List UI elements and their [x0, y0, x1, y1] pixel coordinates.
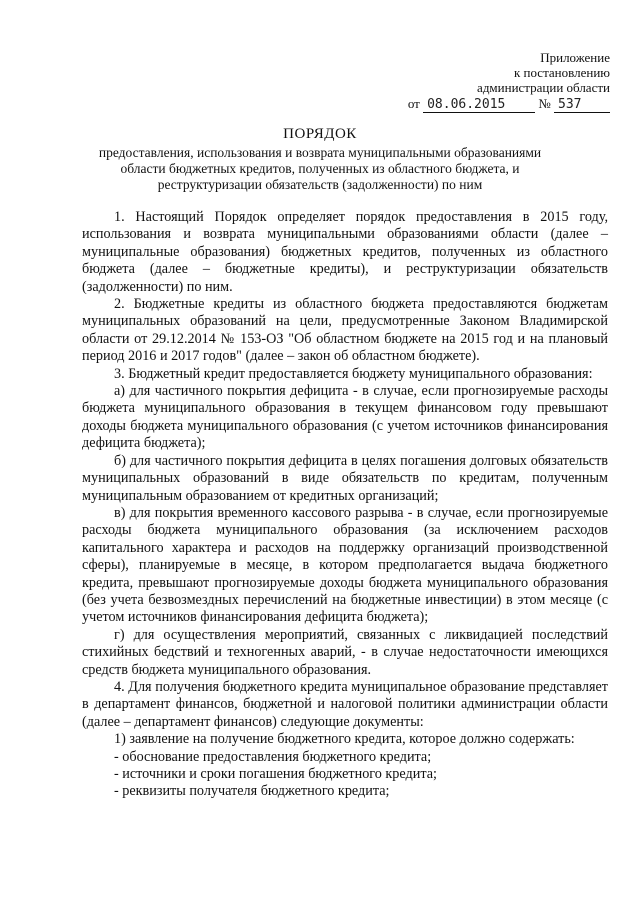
subparagraph-a: а) для частичного покрытия дефицита - в случае, если прогнозируемые расходы бюджета муниципального образования в текущем финансовом году превышают доходы бюджета муниципального образования (с учетом источников финансирования дефицита бюджета);: [82, 383, 608, 452]
paragraph-4: 4. Для получения бюджетного кредита муниципальное образование представляет в департамент финансов, бюджетной и налоговой политики администрации области (далее – департамент финансов) следующие документы:: [82, 678, 608, 730]
appendix-label: Приложение: [540, 50, 610, 65]
handwritten-date: 08.06.2015: [423, 98, 535, 113]
subtitle-line: области бюджетных кредитов, полученных из областного бюджета, и: [120, 161, 520, 176]
paragraph-3: 3. Бюджетный кредит предоставляется бюджету муниципального образования:: [114, 365, 593, 382]
date-number-row: [408, 96, 610, 113]
dash-item: - источники и сроки погашения бюджетного кредита;: [114, 766, 437, 782]
paragraph-1: 1. Настоящий Порядок определяет порядок предоставления в 2015 году, использования и возврата муниципальными образованиями области (далее – муниципальные образования) бюджетных кредитов, полученных из областного бюджета (далее – бюджетные кредиты), и реструктуризации обязательств (задолженности) по ним.: [82, 209, 608, 295]
subparagraph-v: в) для покрытия временного кассового разрыва - в случае, если прогнозируемые расходы бюджета муниципального образования (за исключением расходов капитального характера и расходов на поддержку организаций производственной сферы), планируемые в месяце, в котором предполагается выдача бюджетного кредита, превышают прогнозируемые доходы бюджета муниципального образования (без учета безвозмездных перечислений на бюджетные инвестиции) в этом месяце (с учетом источников финансирования дефицита бюджета);: [82, 504, 608, 626]
number-prefix: №: [538, 96, 551, 111]
appendix-header: [408, 50, 610, 113]
handwritten-number: 537: [554, 98, 610, 113]
document-body: [82, 209, 608, 801]
paragraph-2: 2. Бюджетные кредиты из областного бюджета предоставляются бюджетам муниципальных образований на цели, предусмотренные Законом Владимирской области от 29.12.2014 № 153-ОЗ "Об областном бюджете на 2015 год и на плановый период 2016 и 2017 годов" (далее – закон об областном бюджете).: [82, 296, 608, 365]
date-prefix: от: [407, 96, 420, 111]
resolution-label: к постановлению: [513, 65, 610, 80]
subparagraph-b: б) для частичного покрытия дефицита в целях погашения долговых обязательств муниципальных образований в виде обязательств по кредитам, полученным муниципальным образованием от кредитных организаций;: [82, 452, 608, 504]
dash-item: - обоснование предоставления бюджетного кредита;: [114, 748, 432, 765]
subparagraph-g: г) для осуществления мероприятий, связанных с ликвидацией последствий стихийных бедствий и техногенных аварий, - в случае недостаточности имеющихся средств бюджета муниципального образования.: [82, 626, 608, 678]
paragraph-4-item-1: 1) заявление на получение бюджетного кредита, которое должно содержать:: [114, 731, 575, 748]
subtitle-line: предоставления, использования и возврата муниципальными образованиями: [98, 145, 542, 160]
dash-item: - реквизиты получателя бюджетного кредита;: [114, 783, 390, 800]
subtitle-line: реструктуризации обязательств (задолженности) по ним: [157, 177, 483, 192]
document-title: ПОРЯДОК: [283, 126, 357, 142]
administration-label: администрации области: [477, 80, 610, 95]
document-subtitle: [70, 145, 570, 193]
